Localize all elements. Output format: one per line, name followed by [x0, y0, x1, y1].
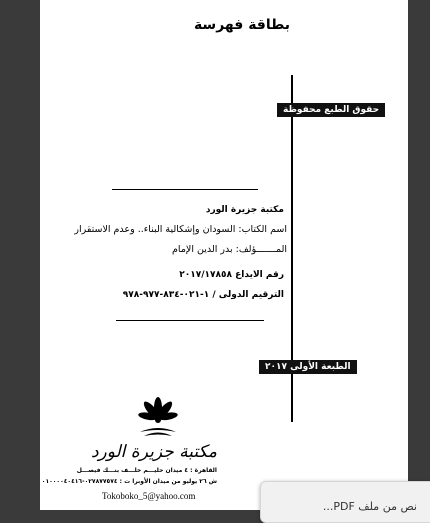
logo-text: مكتبة جزيرة الورد: [90, 442, 217, 462]
flower-logo-icon: [134, 396, 182, 442]
book-title: اسم الكتاب: السودان وإشكالية البناء.. وعدم الاستقرار: [74, 224, 287, 235]
rights-banner: حقوق الطبع محفوظة: [277, 103, 385, 117]
deposit-number: رقم الايداع ٢٠١٧/١٧٨٥٨: [179, 270, 284, 280]
library-name: مكتبة جزيرة الورد: [205, 205, 284, 215]
address-line-2: ش ٢٦ يوليو من ميدان الأوبرا ت : ٠٢٧٨٧٧٥٧٤-٠١٠٠٠٠٤٠٤١٦: [41, 478, 217, 485]
toast-text: نص من ملف PDF...: [322, 500, 417, 513]
pdf-text-toast[interactable]: [260, 481, 430, 523]
document-page: [40, 0, 408, 510]
email-address: Tokoboko_5@yahoo.com: [102, 491, 196, 501]
author: المـــــــؤلف: بدر الدين الإمام: [172, 244, 287, 255]
isbn: الترقيم الدولى / ١-٠٢١-٨٣٤-٩٧٧-٩٧٨: [122, 290, 284, 300]
page-title: بطاقة فهرسة: [193, 17, 290, 33]
divider-line-bottom: [116, 320, 264, 321]
divider-line-top: [112, 189, 258, 190]
address-line-1: القاهرة : ٤ ميدان حليـــم خلـــف بنـــك فيصـــل: [76, 467, 217, 474]
edition-banner: الطبعة الأولى ٢٠١٧: [259, 360, 357, 374]
